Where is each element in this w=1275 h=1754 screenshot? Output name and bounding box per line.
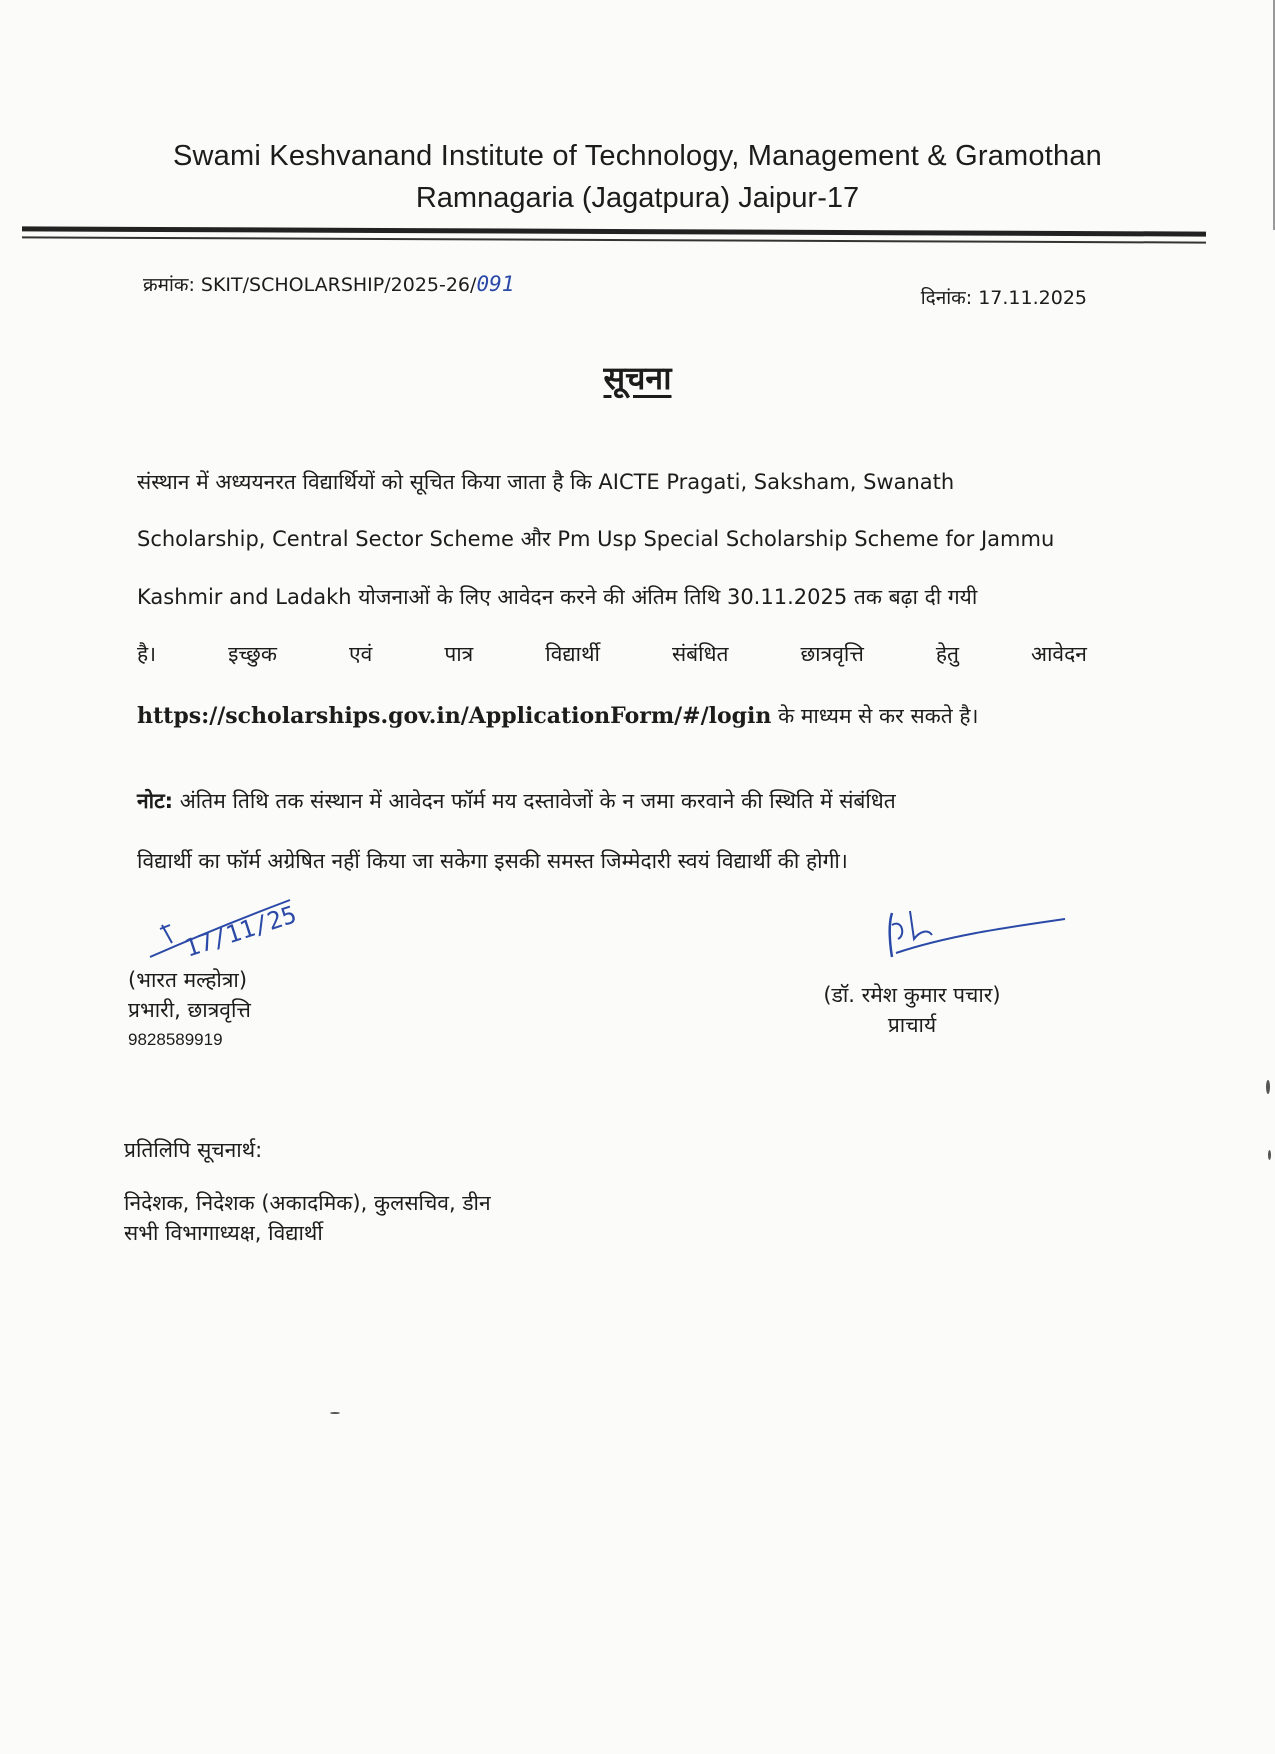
notice-title: सूचना [603,359,672,397]
left-signatory-name: (भारत मल्होत्रा) [128,968,248,992]
body-line-4-word: हेतु [935,642,959,666]
right-signature-drawing [880,905,1070,965]
copy-to-label: प्रतिलिपि सूचनार्थ: [124,1138,263,1162]
handwritten-reference-number: 091 [476,272,515,296]
right-signatory [802,980,1022,1040]
body-line-2: Scholarship, Central Sector Scheme और Pm Usp Special Scholarship Scheme for Jammu [137,527,1055,551]
scan-speck [330,1412,340,1414]
right-signatory-designation: प्राचार्य [887,1013,937,1037]
reference-label: क्रमांक: SKIT/SCHOLARSHIP/2025-26/ [143,274,477,296]
left-signatory-designation: प्रभारी, छात्रवृत्ति [128,998,251,1022]
body-line-5-tail: के माध्यम से कर सकते है। [771,704,979,728]
right-signatory-name: (डॉ. रमेश कुमार पचार) [823,983,1001,1007]
scholarship-portal-link[interactable]: https://scholarships.gov.in/ApplicationForm/#/login [137,703,772,729]
copy-to-line-2: सभी विभागाध्यक्ष, विद्यार्थी [124,1221,323,1245]
body-line-4-word: विद्यार्थी [545,642,600,666]
notice-date: दिनांक: 17.11.2025 [920,287,1087,309]
body-line-4-word: पात्र [444,642,474,666]
body-line-5 [137,704,1087,728]
left-signatory-phone: 9828589919 [128,1030,223,1049]
notice-note [137,789,1087,873]
note-line-1: अंतिम तिथि तक संस्थान में आवेदन फॉर्म मय दस्तावेजों के न जमा करवाने की स्थिति में संबंधित [173,789,896,813]
notice-body [137,470,1087,728]
body-line-4-word: इच्छुक [228,642,278,666]
signature-date: 17/11/25 [181,900,300,963]
body-line-4-word: संबंधित [671,642,729,666]
reference-number [143,271,514,297]
scan-speck [1266,1080,1270,1094]
institute-name: Swami Keshvanand Institute of Technology, Management & Gramothan [173,140,1102,172]
body-line-4-word: आवेदन [1030,642,1087,666]
scan-speck [1268,1150,1271,1160]
body-line-4-word: है। [137,642,157,666]
header-rule-thick [22,226,1206,236]
note-line-2: विद्यार्थी का फॉर्म अग्रेषित नहीं किया जा सकेगा इसकी समस्त जिम्मेदारी स्वयं विद्यार्थी की होगी। [137,849,848,873]
header-rule-thin [22,236,1206,243]
note-label: नोट: [137,789,174,813]
body-line-3: Kashmir and Ladakh योजनाओं के लिए आवेदन करने की अंतिम तिथि 30.11.2025 तक बढ़ा दी गयी [137,585,978,609]
left-signatory [128,965,251,1055]
body-line-4-word: छात्रवृत्ति [800,642,864,666]
body-line-4-word: एवं [349,642,373,666]
body-line-1: संस्थान में अध्ययनरत विद्यार्थियों को सूचित किया जाता है कि AICTE Pragati, Saksham, Swanath [137,470,955,494]
body-line-4 [137,642,1087,704]
copy-to-recipients [124,1188,491,1248]
institute-address: Ramnagaria (Jagatpura) Jaipur-17 [415,182,860,214]
copy-to-line-1: निदेशक, निदेशक (अकादमिक), कुलसचिव, डीन [124,1191,491,1215]
